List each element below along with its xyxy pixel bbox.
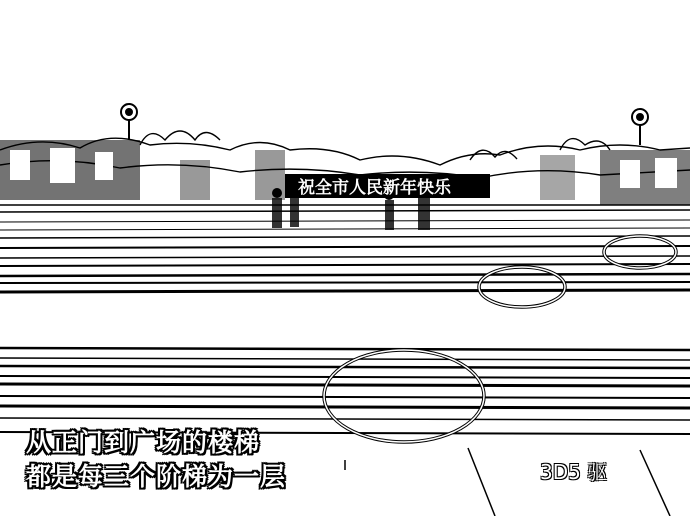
caption-line-2: 都是每三个阶梯为一层 xyxy=(26,462,287,491)
watermark: 3D5 驱 xyxy=(540,460,608,484)
banner-text: 祝全市人民新年快乐 xyxy=(298,178,451,198)
caption-line-1: 从正门到广场的楼梯 xyxy=(26,428,261,457)
